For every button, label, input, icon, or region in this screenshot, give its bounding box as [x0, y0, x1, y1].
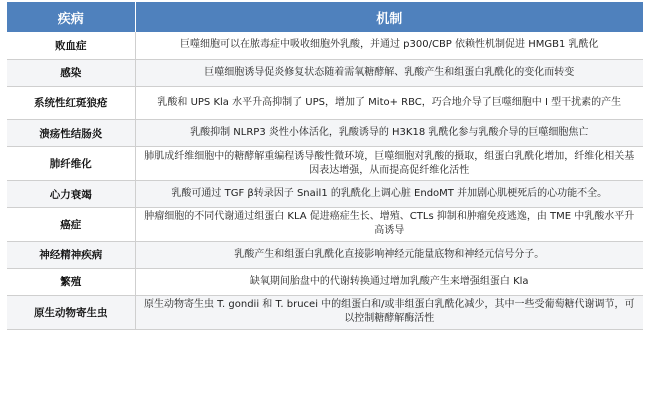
mechanism-cell: 肿瘤细胞的不同代谢通过组蛋白 KLA 促进癌症生长、增殖、CTLs 抑制和肿瘤免疫逃逸，由 TME 中乳酸水平升高诱导 — [135, 208, 643, 242]
disease-cell: 心力衰竭 — [7, 181, 135, 208]
table-row — [7, 181, 643, 208]
table-row — [7, 147, 643, 181]
mechanism-cell: 原生动物寄生虫 T. gondii 和 T. brucei 中的组蛋白和/或非组蛋白乳酰化减少，其中一些受葡萄糖代谢调节，可以控制糖酵解酶活性 — [135, 295, 643, 329]
disease-cell: 繁殖 — [7, 268, 135, 295]
disease-mechanism-table-container — [7, 2, 643, 405]
disease-cell: 感染 — [7, 59, 135, 86]
mechanism-cell: 乳酸和 UPS Kla 水平升高抑制了 UPS，增加了 Mito+ RBC，巧合地介导了巨噬细胞中 I 型干扰素的产生 — [135, 86, 643, 120]
disease-mechanism-table — [7, 2, 643, 330]
table-row — [7, 295, 643, 329]
disease-cell: 原生动物寄生虫 — [7, 295, 135, 329]
disease-cell: 癌症 — [7, 208, 135, 242]
table-row — [7, 208, 643, 242]
table-row — [7, 32, 643, 59]
table-row — [7, 86, 643, 120]
disease-cell: 系统性红斑狼疮 — [7, 86, 135, 120]
header-disease: 疾病 — [7, 2, 135, 32]
mechanism-cell: 巨噬细胞可以在脓毒症中吸收细胞外乳酸，并通过 p300/CBP 依赖性机制促进 HMGB1 乳酰化 — [135, 32, 643, 59]
table-row — [7, 241, 643, 268]
mechanism-cell: 巨噬细胞诱导促炎修复状态随着需氧糖酵解、乳酸产生和组蛋白乳酰化的变化而转变 — [135, 59, 643, 86]
mechanism-cell: 乳酸可通过 TGF β转录因子 Snail1 的乳酰化上调心脏 EndoMT 并加剧心肌梗死后的心功能不全。 — [135, 181, 643, 208]
header-mechanism: 机制 — [135, 2, 643, 32]
table-row — [7, 268, 643, 295]
mechanism-cell: 乳酸产生和组蛋白乳酰化直接影响神经元能量底物和神经元信号分子。 — [135, 241, 643, 268]
table-header-row — [7, 2, 643, 32]
disease-cell: 神经精神疾病 — [7, 241, 135, 268]
disease-cell: 溃疡性结肠炎 — [7, 120, 135, 147]
disease-cell: 肺纤维化 — [7, 147, 135, 181]
mechanism-cell: 乳酸抑制 NLRP3 炎性小体活化，乳酸诱导的 H3K18 乳酰化参与乳酸介导的巨噬细胞焦亡 — [135, 120, 643, 147]
mechanism-cell: 肺肌成纤维细胞中的糖酵解重编程诱导酸性微环境，巨噬细胞对乳酸的摄取，组蛋白乳酰化增加，纤维化相关基因表达增强，从而提高促纤维化活性 — [135, 147, 643, 181]
table-row — [7, 120, 643, 147]
disease-cell: 败血症 — [7, 32, 135, 59]
mechanism-cell: 缺氧期间胎盘中的代谢转换通过增加乳酸产生来增强组蛋白 Kla — [135, 268, 643, 295]
table-row — [7, 59, 643, 86]
